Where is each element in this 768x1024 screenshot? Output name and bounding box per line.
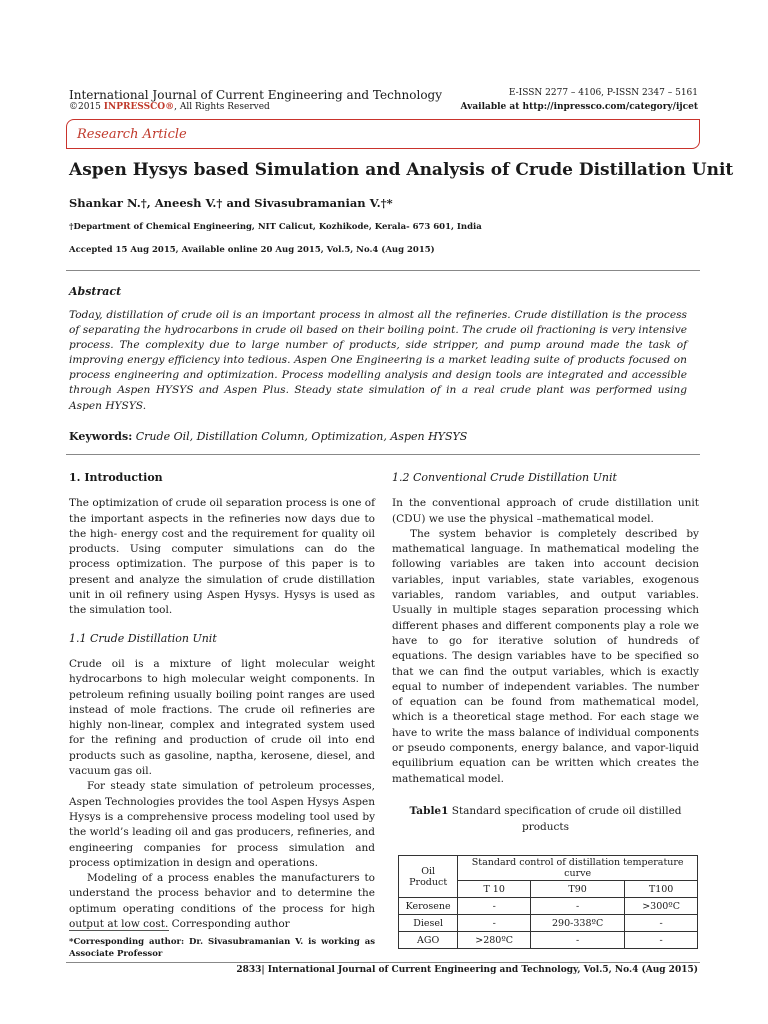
copyright-prefix: ©2015 xyxy=(69,102,104,112)
paragraph: In the conventional approach of crude distillation unit (CDU) we use the physical –mathematical model. xyxy=(392,497,699,525)
footnote: *Corresponding author: Dr. Sivasubramanian V. is working as Associate Professor xyxy=(69,937,375,959)
paper-title: Aspen Hysys based Simulation and Analysis of Crude Distillation Unit xyxy=(69,160,734,180)
subsection-heading: 1.2 Conventional Crude Distillation Unit xyxy=(392,471,617,484)
paragraph: For steady state simulation of petroleum processes, Aspen Technologies provides the tool Aspen Hysys Aspen Hysys is a comprehensive process modeling tool used by the world’s leading oil and gas producers, refineries, and engineering companies for process simulation and process optimization in design and operations. xyxy=(69,780,375,869)
left-column xyxy=(69,470,375,932)
table-caption-text: Standard specification of crude oil distilled products xyxy=(448,805,682,833)
publication-info: Accepted 15 Aug 2015, Available online 20 Aug 2015, Vol.5, No.4 (Aug 2015) xyxy=(69,245,435,255)
keywords xyxy=(69,430,467,443)
table-header-row xyxy=(399,856,698,881)
footnote-rule xyxy=(69,930,169,931)
divider xyxy=(66,454,700,455)
affiliation: †Department of Chemical Engineering, NIT Calicut, Kozhikode, Kerala- 673 601, India xyxy=(69,222,482,232)
table-cell: Diesel xyxy=(399,915,458,932)
keywords-text: Crude Oil, Distillation Column, Optimization, Aspen HYSYS xyxy=(132,430,468,443)
table-cell: - xyxy=(625,915,698,932)
table-cell: AGO xyxy=(399,932,458,949)
keywords-label: Keywords: xyxy=(69,430,133,443)
table-cell: - xyxy=(458,898,531,915)
right-column xyxy=(392,470,699,787)
table-caption-label: Table1 xyxy=(409,805,449,817)
paragraph: The optimization of crude oil separation process is one of the important aspects in the refineries now days due to the high- energy cost and the requirement for quality oil products. Using computer simulations can do the process optimization. The purpose of this paper is to present and analyze the simulation of crude distillation unit in oil refinery using Aspen Hysys. Hysys is used as the simulation tool. xyxy=(69,497,375,617)
table-cell: >280ºC xyxy=(458,932,531,949)
table-row xyxy=(399,915,698,932)
table-cell: - xyxy=(531,932,625,949)
article-type-banner xyxy=(66,119,700,149)
availability-url[interactable]: Available at http://inpressco.com/category/ijcet xyxy=(460,102,698,112)
abstract-text: Today, distillation of crude oil is an important process in almost all the refineries. Crude distillation is the process of separating the hydrocarbons in crude oil based on their boiling point. The crude oil fractioning is very intensive process. The complexity due to large number of products, side stripper, and pump around made the task of improving energy efficiency into tedious. Aspen One Engineering is a market leading suite of products focused on process engineering and optimization. Process modelling analysis and design tools are integrated and accessible through Aspen HYSYS and Aspen Plus. Steady state simulation of in a real crude plant was performed using Aspen HYSYS. xyxy=(69,309,687,412)
page-footer: 2833| International Journal of Current Engineering and Technology, Vol.5, No.4 (Aug 2015) xyxy=(236,965,698,975)
table-cell: - xyxy=(458,915,531,932)
abstract-heading: Abstract xyxy=(69,285,122,298)
paragraph: Crude oil is a mixture of light molecular weight hydrocarbons to high molecular weight components. In petroleum refining usually boiling point ranges are used instead of mole fractions. The crude oil refineries are highly non-linear, complex and integrated system used for the refining and production of crude oil into end products such as gasoline, naptha, kerosene, diesel, and vacuum gas oil. xyxy=(69,657,375,778)
header-t100: T100 xyxy=(625,881,698,898)
header-t90: T90 xyxy=(531,881,625,898)
copyright-suffix: , All Rights Reserved xyxy=(174,102,270,112)
issn: E-ISSN 2277 – 4106, P-ISSN 2347 – 5161 xyxy=(508,88,698,98)
journal-name: International Journal of Current Engineering and Technology xyxy=(69,88,443,102)
copyright-line xyxy=(69,102,270,112)
table-cell: >300ºC xyxy=(625,898,698,915)
table-cell: - xyxy=(531,898,625,915)
table-cell: Kerosene xyxy=(399,898,458,915)
footer-divider xyxy=(66,962,700,963)
paragraph: The system behavior is completely described by mathematical language. In mathematical modeling the following variables are taken into account decision variables, input variables, state variables, exogenous variables, random variables, and output variables. Usually in multiple stages separation processing which different phases and different components play a role we have to go for iterative solution of hundreds of equations. The design variables have to be specified so that we can find the output variables, which is exactly equal to number of independent variables. The number of equation can be found from mathematical model, which is a theoretical stage method. For each stage we have to write the mass balance of individual components or pseudo components, energy balance, and vapor-liquid equilibrium equation can be written which creates the mathematical model. xyxy=(392,527,699,785)
paragraph: Modeling of a process enables the manufacturers to understand the process behavior and to determine the optimum operating conditions of the process for high output at low cost. Corresponding author xyxy=(69,872,375,931)
section-heading: 1. Introduction xyxy=(69,471,163,484)
article-type-label: Research Article xyxy=(77,127,187,142)
table-row xyxy=(399,898,698,915)
authors: Shankar N.†, Aneesh V.† and Sivasubramanian V.†* xyxy=(69,196,393,210)
header-oil-product: Oil Product xyxy=(399,856,458,898)
table-row xyxy=(399,932,698,949)
header-t10: T 10 xyxy=(458,881,531,898)
table-caption xyxy=(392,803,699,835)
table-cell: - xyxy=(625,932,698,949)
table-cell: 290-338ºC xyxy=(531,915,625,932)
header-temperature-curve: Standard control of distillation temperature curve xyxy=(458,856,698,881)
divider xyxy=(66,270,700,271)
publisher-brand: INPRESSCO® xyxy=(103,102,175,112)
spec-table xyxy=(398,855,698,949)
subsection-heading: 1.1 Crude Distillation Unit xyxy=(69,631,217,645)
